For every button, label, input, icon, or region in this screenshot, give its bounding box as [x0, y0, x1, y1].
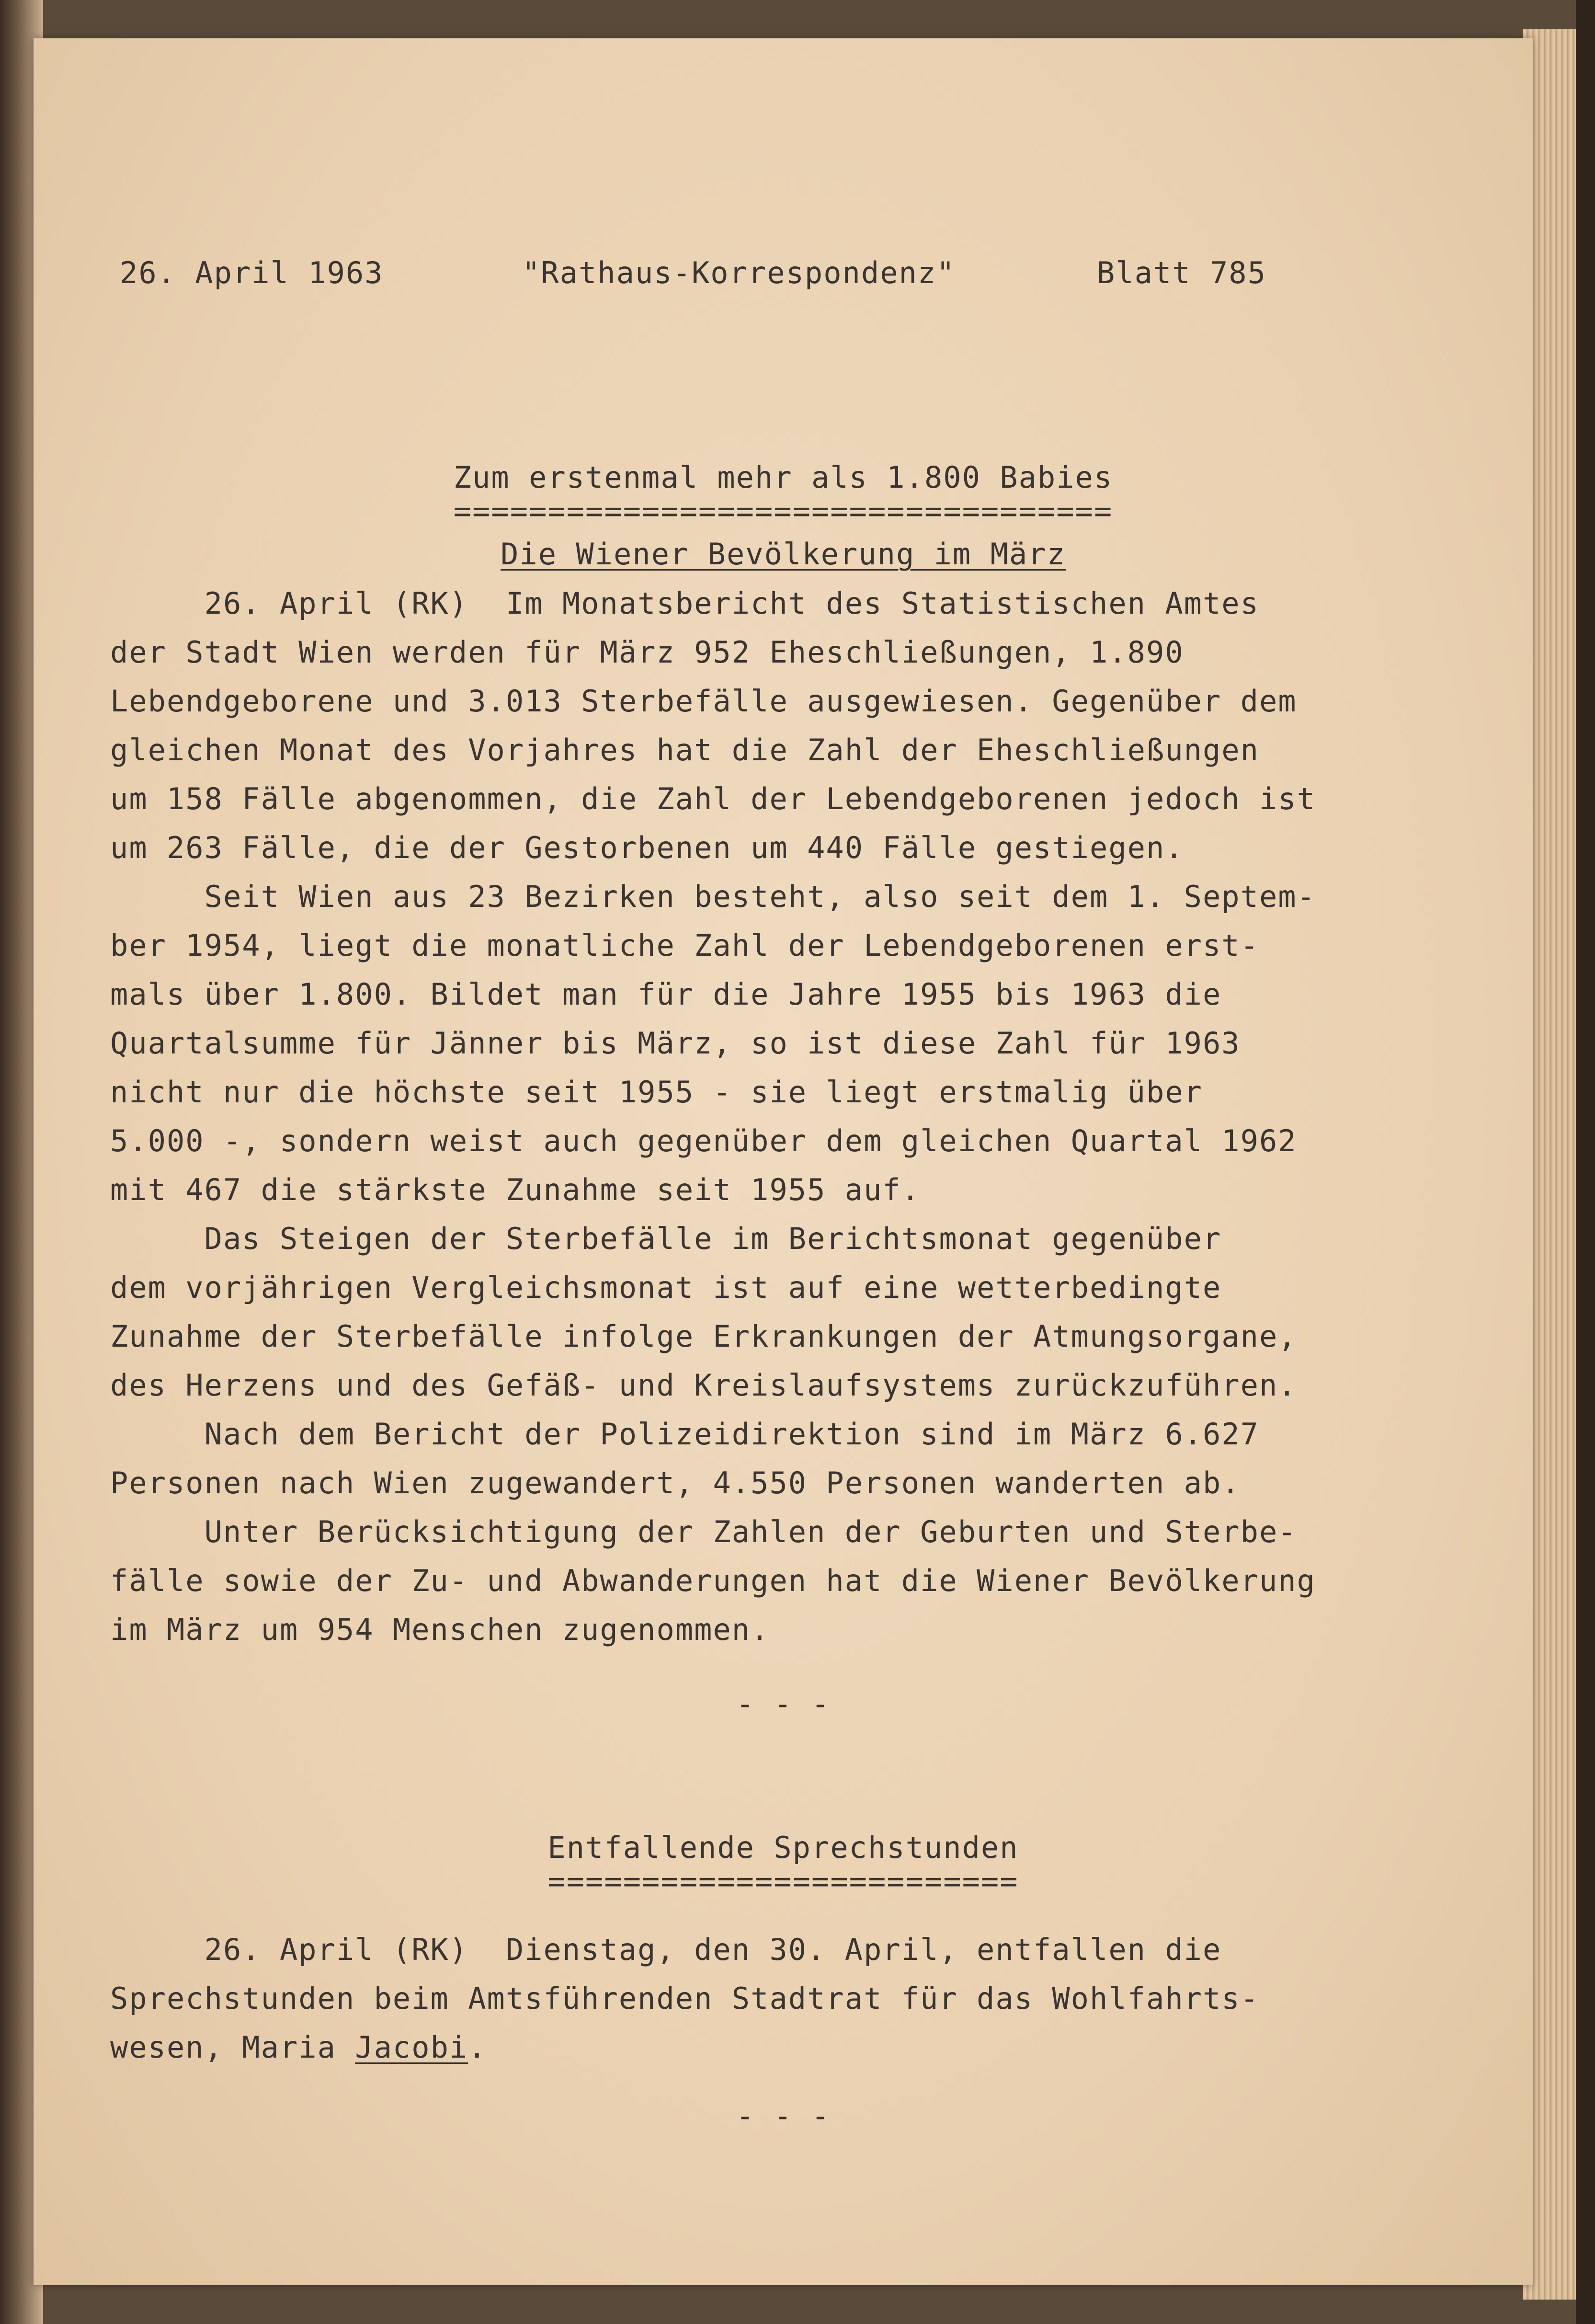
body-line: des Herzens und des Gefäß- und Kreislaufsystems zurückzuführen.	[110, 1368, 1297, 1403]
body-line: Nach dem Bericht der Polizeidirektion sind im März 6.627	[110, 1417, 1259, 1452]
body-line	[110, 2024, 487, 2072]
separator: - - -	[736, 1686, 831, 1721]
body-line: Unter Berücksichtigung der Zahlen der Geburten und Sterbe-	[110, 1514, 1297, 1549]
article-title: Zum erstenmal mehr als 1.800 Babies	[453, 460, 1113, 495]
body-line: gleichen Monat des Vorjahres hat die Zahl der Eheschließungen	[110, 733, 1259, 767]
background-edge	[1576, 0, 1595, 2324]
body-line: Quartalsumme für Jänner bis März, so ist diese Zahl für 1963	[110, 1026, 1241, 1061]
body-line: um 263 Fälle, die der Gestorbenen um 440 Fälle gestiegen.	[110, 830, 1184, 865]
line-prefix: wesen, Maria	[110, 2030, 355, 2065]
body-line: der Stadt Wien werden für März 952 Eheschließungen, 1.890	[110, 635, 1184, 670]
body-line: Das Steigen der Sterbefälle im Berichtsmonat gegenüber	[110, 1221, 1222, 1256]
title-rule: =========================	[547, 1864, 1019, 1899]
body-line: fälle sowie der Zu- und Abwanderungen hat die Wiener Bevölkerung	[110, 1563, 1316, 1598]
body-line: dem vorjährigen Vergleichsmonat ist auf eine wetterbedingte	[110, 1270, 1222, 1305]
header-publication: "Rathaus-Korrespondenz"	[522, 255, 956, 290]
body-line: um 158 Fälle abgenommen, die Zahl der Lebendgeborenen jedoch ist	[110, 781, 1316, 816]
line-suffix: .	[468, 2030, 487, 2065]
header-date: 26. April 1963	[120, 255, 384, 290]
article-subtitle	[34, 537, 1533, 572]
body-line: Zunahme der Sterbefälle infolge Erkrankungen der Atmungsorgane,	[110, 1319, 1297, 1354]
separator: - - -	[736, 2098, 831, 2133]
body-line: Seit Wien aus 23 Bezirken besteht, also seit dem 1. Septem-	[110, 879, 1316, 914]
body-line: im März um 954 Menschen zugenommen.	[110, 1612, 770, 1647]
body-line: mit 467 die stärkste Zunahme seit 1955 auf.	[110, 1172, 921, 1207]
body-line: 5.000 -, sondern weist auch gegenüber dem gleichen Quartal 1962	[110, 1123, 1297, 1158]
body-line: 26. April (RK) Im Monatsbericht des Statistischen Amtes	[110, 586, 1259, 621]
body-line: mals über 1.800. Bildet man für die Jahre 1955 bis 1963 die	[110, 977, 1222, 1012]
document-sheet	[34, 38, 1533, 2285]
body-line: Sprechstunden beim Amtsführenden Stadtrat für das Wohlfahrts-	[110, 1981, 1259, 2016]
body-line: nicht nur die höchste seit 1955 - sie liegt erstmalig über	[110, 1075, 1203, 1110]
header-sheet-number: Blatt 785	[1097, 255, 1266, 290]
subtitle-text: Die Wiener Bevölkerung im März	[501, 537, 1066, 572]
body-line: 26. April (RK) Dienstag, den 30. April, entfallen die	[110, 1932, 1222, 1967]
person-name: Jacobi	[355, 2030, 468, 2065]
body-line: Personen nach Wien zugewandert, 4.550 Personen wanderten ab.	[110, 1465, 1241, 1500]
title-rule: ===================================	[453, 493, 1113, 528]
body-line: ber 1954, liegt die monatliche Zahl der Lebendgeborenen erst-	[110, 928, 1259, 963]
article-title: Entfallende Sprechstunden	[547, 1830, 1019, 1865]
body-line: Lebendgeborene und 3.013 Sterbefälle ausgewiesen. Gegenüber dem	[110, 684, 1297, 719]
